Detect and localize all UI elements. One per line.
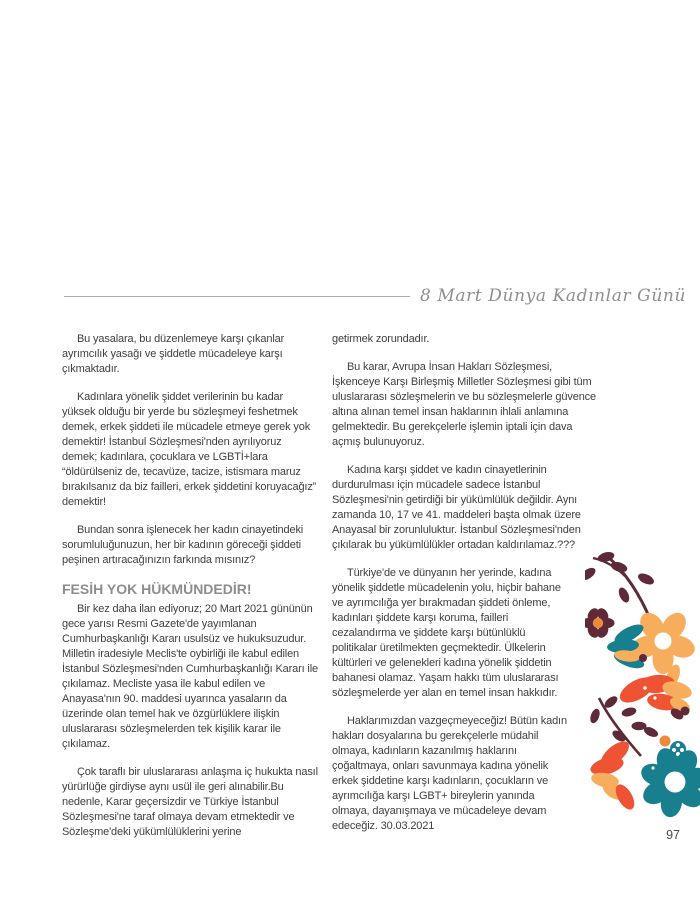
red-fan-flower: [589, 737, 639, 813]
page-header: [64, 284, 686, 308]
body-paragraph: Bir kez daha ilan ediyoruz; 20 Mart 2021 gününün gece yarısı Resmi Gazete'de yayımlanan Cumhurbaşkanlığı Kararı usulsüz ve hukuksuzudur. Milletin iradesiyle Meclis'te oybirliği ile kabul edilen İstanbul Sözleşmesi'nden Cumhurbaşkanlığı Kararı ile çıkılamaz. Mecliste yasa ile kabul edilen ve Anayasa'nın 90. maddesi uyarınca yasaların da üzerinde olan temel hak ve özgürlüklere ilişkin uluslararası sözleşmelerden tek kişilik karar ile çıkılamaz.: [62, 603, 318, 750]
body-paragraph: Bu yasalara, bu düzenlemeye karşı çıkanlar ayrımcılık yasağı ve şiddetle mücadeleye karşı çıkmaktadır.: [62, 333, 285, 375]
right-column: [332, 332, 600, 853]
body-paragraph: getirmek zorundadır.: [332, 333, 430, 345]
body-paragraph: Bundan sonra işlenecek her kadın cinayetindeki sorumluluğunuzun, her bir kadının göreceği şiddeti peşinen artıracağınızın farkında mısınız?: [62, 524, 304, 566]
section-heading: FESİH YOK HÜKMÜNDEDİR!: [62, 581, 252, 597]
header-rule: [64, 296, 410, 297]
body-paragraph: Bu karar, Avrupa İnsan Hakları Sözleşmesi, İşkenceye Karşı Birleşmiş Milletler Sözleşmesi gibi tüm uluslararası sözleşmelerin ve bu sözleşmelerle güvence altına alınan temel insan haklarının ihlali anlamına gelmektedir. Bu gerekçelerle işlemin iptali için dava açmış bulunuyoruz.: [332, 361, 596, 448]
article-body: [62, 332, 650, 853]
body-paragraph: Türkiye'de ve dünyanın her yerinde, kadına yönelik şiddetle mücadelenin yolu, hiçbir bahane ve ayrımcılığa yer bırakmadan şiddeti önleme, kadınları şiddete karşı koruma, failleri cezalandırma ve şiddete karşı bütünlüklü politikalar üretilmekten geçmektedir. Ülkelerin kültürleri ve gelenekleri kadına yönelik şiddetin bahanesi olamaz. Yaşam hakkı tüm uluslararası sözleşmelerde yer alan en temel insan hakkıdır.: [332, 567, 561, 699]
body-paragraph: Çok taraflı bir uluslararası anlaşma iç hukukta nasıl yürürlüğe girdiyse aynı usül ile geri alınabilir.Bu nedenle, Karar geçersizdir ve Türkiye İstanbul Sözleşmesi'ne taraf olmaya devam etmektedir ve Sözleşme'deki yükümlülüklerini yerine: [62, 766, 318, 838]
small-maroon-flower: [585, 606, 615, 640]
body-paragraph: Kadına karşı şiddet ve kadın cinayetlerinin durdurulması için mücadele sadece İstanbul Sözleşmesi'nin getirdiği bir yükümlülük değildir. Aynı zamanda 10, 17 ve 41. maddeleri başta olmak üzere Anayasal bir zorunluluktur. İstanbul Sözleşmesi'nden çıkılarak bu yükümlülükler ortadan kaldırılamaz.???: [332, 464, 581, 551]
body-paragraph: Kadınlara yönelik şiddet verilerinin bu kadar yüksek olduğu bir yerde bu sözleşmeyi feshetmek demek, erkek şiddeti ile mücadele etmeye gerek yok demektir! İstanbul Sözleşmesi'nden ayrılıyoruz demek; kadınlara, çocuklara ve LGBTİ+lara “öldürülseniz de, tecavüze, tacize, istismara maruz bırakılsanız da biz failleri, erkek şiddetini koruyacağız” demektir!: [62, 391, 317, 508]
page-number: 97: [666, 828, 680, 842]
header-script-title: 8 Mart Dünya Kadınlar Günü: [419, 286, 686, 306]
floral-decoration-illustration: [585, 550, 700, 835]
body-paragraph: Haklarımızdan vazgeçmeyeceğiz! Bütün kadın hakları dosyalarına bu gerekçelerle müdahil olmaya, kadınların kazanılmış haklarını çoğaltmaya, onları savunmaya kadına yönelik erkek şiddetine karşı kadınların, çocukların ve ayrımcılığa karşı LGBT+ bireylerin yanında olmaya, dayanışmaya ve mücadeleye devam edeceğiz. 30.03.2021: [332, 715, 567, 832]
left-column: [62, 332, 318, 853]
big-teal-flower: [638, 736, 700, 819]
